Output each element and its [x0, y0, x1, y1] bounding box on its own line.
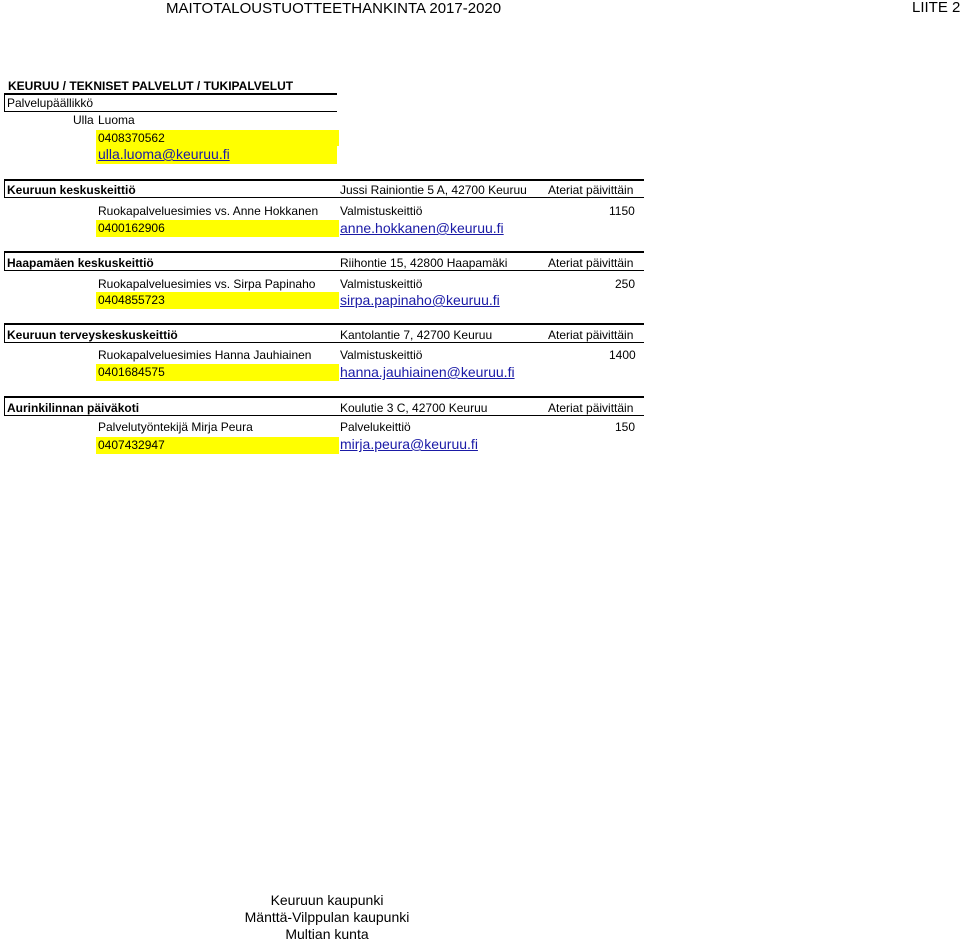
kitchen-contact: Ruokapalveluesimies vs. Sirpa Papinaho — [98, 277, 316, 291]
kitchen-email-link[interactable]: sirpa.papinaho@keuruu.fi — [340, 292, 500, 308]
divider — [4, 251, 5, 270]
kitchen-email-link[interactable]: mirja.peura@keuruu.fi — [340, 436, 478, 452]
email-highlight — [96, 146, 337, 164]
kitchen-name: Keuruun terveyskeskuskeittiö — [7, 328, 178, 342]
divider — [4, 415, 644, 416]
kitchen-type: Valmistuskeittiö — [340, 348, 423, 362]
appendix-label: LIITE 2 — [912, 0, 960, 16]
footer-line-mantta-vilppula: Mänttä-Vilppulan kaupunki — [244, 909, 410, 925]
divider — [4, 197, 644, 198]
contact-first-name: Ulla — [73, 113, 94, 127]
meals-label: Ateriat päivittäin — [548, 183, 634, 197]
kitchen-email-link[interactable]: hanna.jauhiainen@keuruu.fi — [340, 364, 515, 380]
kitchen-phone: 0400162906 — [96, 220, 339, 237]
divider — [4, 93, 5, 112]
kitchen-contact: Palvelutyöntekijä Mirja Peura — [98, 420, 253, 434]
kitchen-name: Aurinkilinnan päiväkoti — [7, 401, 140, 415]
meals-count: 1400 — [609, 348, 636, 362]
kitchen-address: Kantolantie 7, 42700 Keuruu — [340, 328, 493, 342]
kitchen-name: Haapamäen keskuskeittiö — [7, 256, 154, 270]
contact-last-name: Luoma — [98, 113, 135, 127]
meals-label: Ateriat päivittäin — [548, 256, 634, 270]
contact-email-link[interactable]: ulla.luoma@keuruu.fi — [98, 146, 230, 162]
divider — [4, 179, 644, 181]
footer-line-keuruu: Keuruun kaupunki — [270, 892, 384, 908]
divider — [4, 323, 644, 325]
kitchen-contact: Ruokapalveluesimies Hanna Jauhiainen — [98, 348, 312, 362]
divider — [4, 342, 644, 343]
kitchen-address: Riihontie 15, 42800 Haapamäki — [340, 256, 508, 270]
divider — [4, 93, 337, 95]
footer-line-multia: Multian kunta — [285, 926, 369, 942]
kitchen-type: Valmistuskeittiö — [340, 204, 423, 218]
kitchen-phone: 0407432947 — [96, 437, 339, 454]
department-role: Palvelupäällikkö — [7, 96, 94, 110]
meals-count: 150 — [615, 420, 636, 434]
divider — [4, 396, 644, 398]
divider — [4, 323, 5, 342]
divider — [4, 179, 5, 197]
kitchen-address: Koulutie 3 C, 42700 Keuruu — [340, 401, 488, 415]
kitchen-contact: Ruokapalveluesimies vs. Anne Hokkanen — [98, 204, 319, 218]
divider — [4, 251, 644, 253]
meals-count: 250 — [615, 277, 636, 291]
divider — [4, 396, 5, 415]
meals-label: Ateriat päivittäin — [548, 401, 634, 415]
divider — [4, 270, 644, 271]
kitchen-type: Valmistuskeittiö — [340, 277, 423, 291]
kitchen-email-link[interactable]: anne.hokkanen@keuruu.fi — [340, 220, 504, 236]
kitchen-name: Keuruun keskuskeittiö — [7, 183, 136, 197]
kitchen-address: Jussi Rainiontie 5 A, 42700 Keuruu — [340, 183, 527, 197]
kitchen-type: Palvelukeittiö — [340, 420, 411, 434]
page-title: MAITOTALOUSTUOTTEETHANKINTA 2017-2020 — [166, 0, 502, 17]
kitchen-phone: 0401684575 — [96, 364, 339, 381]
department-path: KEURUU / TEKNISET PALVELUT / TUKIPALVELUT — [8, 79, 294, 93]
divider — [4, 111, 337, 112]
kitchen-phone: 0404855723 — [96, 292, 339, 309]
meals-label: Ateriat päivittäin — [548, 328, 634, 342]
meals-count: 1150 — [609, 204, 635, 218]
contact-phone: 0408370562 — [96, 130, 339, 146]
